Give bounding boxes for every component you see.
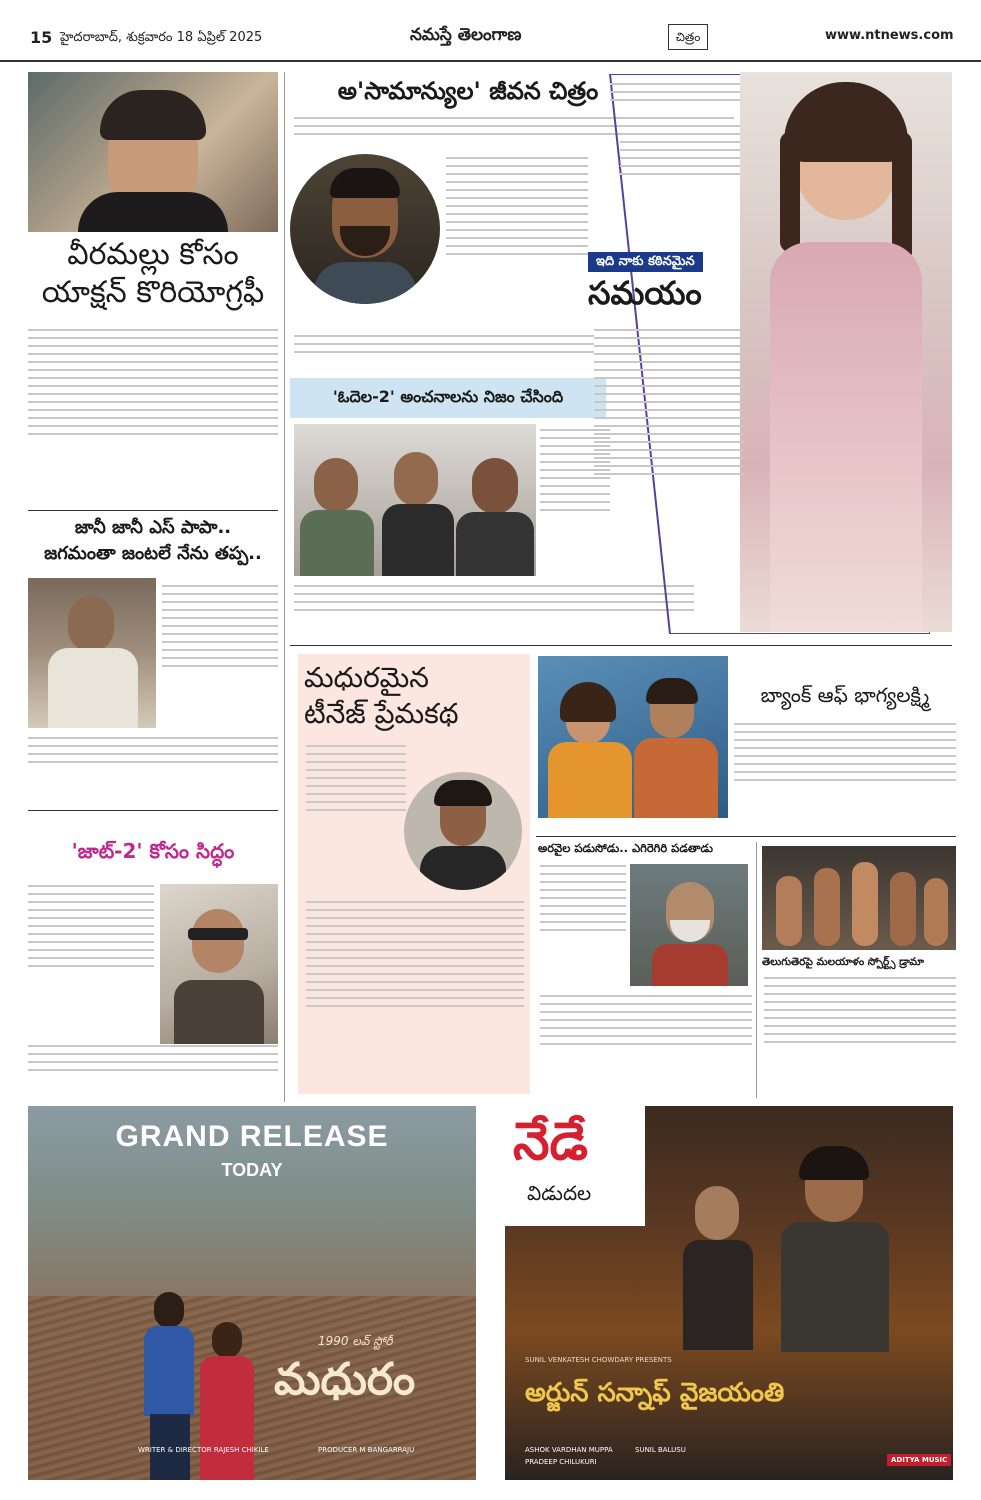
jaat-headline: 'జాట్-2' కోసం సిద్ధం bbox=[71, 839, 235, 863]
aravaila-photo bbox=[630, 864, 748, 986]
madhuram-story-photo bbox=[404, 772, 522, 890]
johnny-body-bottom bbox=[28, 732, 278, 796]
odela-headline: 'ఓదెల-2' అంచనాలను నిజం చేసింది bbox=[332, 387, 564, 406]
jaat-photo bbox=[160, 884, 278, 1044]
arjun-ad-title: అర్జున్ సన్నాఫ్ వైజయంతి bbox=[525, 1378, 785, 1408]
odela-headline-box bbox=[290, 378, 606, 418]
nazriya-photo bbox=[740, 72, 952, 632]
madhuram-ad[interactable] bbox=[28, 1106, 476, 1480]
arjun-ad-headline: నేడే bbox=[513, 1112, 588, 1172]
madhuram-ad-credit-writer: WRITER & DIRECTOR RAJESH CHIKILE bbox=[138, 1446, 269, 1454]
arjun-ad[interactable] bbox=[505, 1106, 953, 1480]
nazriya-kicker: ఇది నాకు కఠినమైన bbox=[588, 252, 703, 272]
telugu-malayalam-photo bbox=[762, 846, 956, 950]
aravaila-body-bottom bbox=[540, 990, 752, 1094]
asamanyula-headline: అ'సామాన్యుల' జీవన చిత్రం bbox=[337, 77, 599, 105]
madhuram-ad-subtitle: 1990 లవ్ స్టోరీ bbox=[318, 1334, 393, 1348]
johnny-body-right bbox=[162, 580, 278, 728]
johnny-photo bbox=[28, 578, 156, 728]
bank-body bbox=[734, 718, 956, 830]
nazriya-headline-box bbox=[588, 250, 768, 320]
asamanyula-body-mid bbox=[446, 152, 588, 328]
odela-photo bbox=[294, 424, 536, 576]
aravaila-body-left bbox=[540, 860, 626, 984]
website-link[interactable]: www.ntnews.com bbox=[825, 28, 954, 43]
arjun-ad-credit-1: ASHOK VARDHAN MUPPA bbox=[525, 1446, 613, 1454]
madhuram-story-body-bottom bbox=[306, 896, 524, 1086]
nazriya-body-bottom bbox=[594, 324, 744, 582]
nazriya-headline: సమయం bbox=[588, 274, 702, 312]
madhuram-ad-banner: GRAND RELEASE bbox=[115, 1120, 389, 1153]
aditya-music-logo: ADITYA MUSIC bbox=[887, 1454, 951, 1466]
jaat-body-bottom bbox=[28, 1040, 278, 1098]
arjun-ad-subhead: విడుదల bbox=[527, 1181, 592, 1205]
johnny-headline: జానీ జానీ ఎస్ పాపా.. జగమంతా జంటలే నేను తప్ప.. bbox=[44, 517, 262, 564]
madhuram-story-body-left bbox=[306, 740, 406, 860]
dateline: హైదరాబాద్, శుక్రవారం 18 ఏప్రిల్ 2025 bbox=[60, 30, 263, 45]
veeramallu-headline: వీరమల్లు కోసం యాక్షన్ కొరియోగ్రఫీ bbox=[41, 237, 265, 310]
arjun-ad-credit-3: PRADEEP CHILUKURI bbox=[525, 1458, 597, 1466]
telugu-malayalam-headline: తెలుగుతెరపై మలయాళం స్పోర్ట్స్ డ్రామా bbox=[762, 956, 924, 968]
telugu-malayalam-body bbox=[764, 972, 956, 1096]
masthead: నమస్తే తెలంగాణ bbox=[410, 25, 522, 45]
jaat-body-left bbox=[28, 880, 154, 1030]
arjun-ad-figures bbox=[655, 1146, 935, 1346]
section-label: చిత్రం bbox=[668, 24, 708, 50]
nazriya-body-top bbox=[610, 78, 740, 118]
arjun-ad-credit-2: SUNIL BALUSU bbox=[635, 1446, 686, 1454]
page-number: 15 bbox=[30, 28, 53, 47]
madhuram-ad-credit-producer: PRODUCER M BANGARRAJU bbox=[318, 1446, 415, 1454]
madhuram-ad-title: మధురం bbox=[274, 1354, 416, 1405]
madhuram-story-headline: మధురమైన టీనేజ్ ప్రేమకథ bbox=[304, 661, 459, 730]
madhuram-ad-banner-2: TODAY bbox=[221, 1160, 283, 1180]
veeramallu-photo bbox=[28, 72, 278, 232]
asamanyula-body-bottom bbox=[294, 330, 594, 376]
nazriya-body-mid bbox=[620, 120, 740, 220]
aravaila-headline: అరవైల పడుసోడు.. ఎగిరెగిరి పడతాడు bbox=[538, 841, 713, 855]
bank-headline: బ్యాంక్ ఆఫ్ భాగ్యలక్ష్మి bbox=[760, 683, 930, 707]
bank-photo bbox=[538, 656, 728, 818]
dhanush-photo bbox=[290, 154, 440, 304]
arjun-ad-presents: SUNIL VENKATESH CHOWDARY PRESENTS bbox=[525, 1356, 672, 1364]
veeramallu-body bbox=[28, 324, 278, 506]
